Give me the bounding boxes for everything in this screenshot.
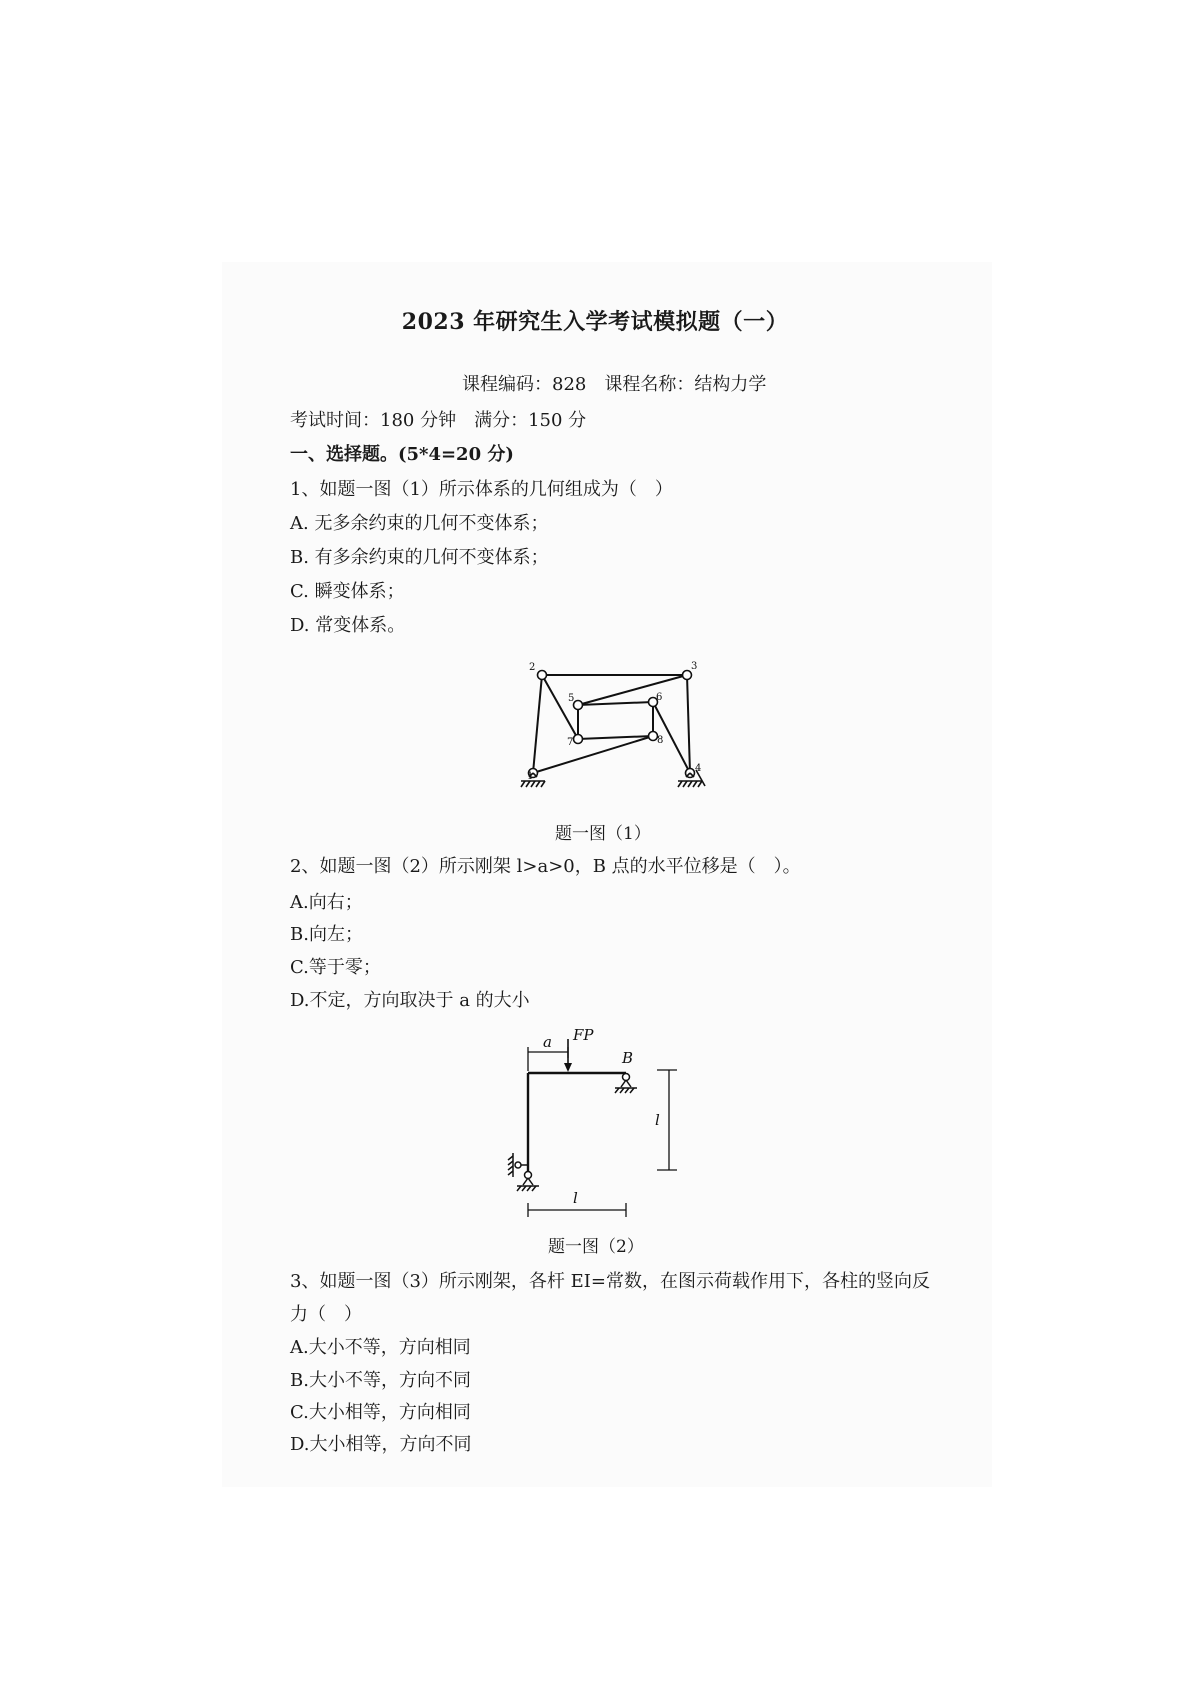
figure-1-supports [521, 770, 705, 787]
question-1-option-b: B. 有多余约束的几何不变体系； [290, 547, 549, 568]
label-a: a [543, 1033, 552, 1051]
node-label-5: 5 [568, 693, 575, 704]
figure-2-labels [543, 1026, 660, 1207]
question-2-option-b: B.向左； [290, 924, 363, 945]
figure-1-caption: 题一图（1） [555, 824, 651, 844]
exam-title: 2023 年研究生入学考试模拟题（一） [401, 309, 789, 335]
figure-1-hinges [529, 671, 695, 778]
node-label-7: 7 [567, 737, 574, 748]
load-arrow-icon [564, 1063, 572, 1072]
node-label-6: 6 [656, 692, 663, 703]
figure-1-truss-diagram [515, 660, 715, 795]
question-2-option-c: C.等于零； [290, 957, 381, 978]
node-label-8: 8 [657, 735, 664, 746]
question-3-stem-line2: 力（ ） [290, 1304, 362, 1325]
node-label-4: 4 [695, 763, 702, 774]
question-3-option-b: B.大小不等，方向不同 [290, 1370, 471, 1391]
question-3-option-c: C.大小相等，方向相同 [290, 1402, 471, 1423]
node-label-1: 1 [527, 771, 534, 782]
question-3-stem-line1: 3、如题一图（3）所示刚架，各杆 EI=常数，在图示荷载作用下，各柱的竖向反 [290, 1271, 930, 1292]
question-2-option-d: D.不定，方向取决于 a 的大小 [290, 990, 530, 1011]
course-info: 课程编码：828 课程名称：结构力学 [462, 374, 767, 395]
section-heading: 一、选择题。(5*4=20 分) [290, 444, 514, 465]
label-l-vertical: l [655, 1111, 660, 1129]
figure-2-frame-diagram [505, 1025, 690, 1220]
question-2-option-a: A.向右； [290, 892, 363, 913]
question-3-option-d: D.大小相等，方向不同 [290, 1434, 472, 1455]
label-fp: FP [573, 1026, 594, 1044]
question-1-option-d: D. 常变体系。 [290, 615, 406, 636]
question-1-option-a: A. 无多余约束的几何不变体系； [290, 513, 549, 534]
figure-2-caption: 题一图（2） [548, 1237, 644, 1257]
node-label-2: 2 [529, 662, 536, 673]
figure-1-bars [533, 675, 690, 773]
figure-2-frame [528, 1073, 626, 1171]
exam-time-info: 考试时间：180 分钟 满分：150 分 [290, 410, 587, 431]
question-3-option-a: A.大小不等，方向相同 [290, 1337, 471, 1358]
question-2-stem: 2、如题一图（2）所示刚架 l>a>0，B 点的水平位移是（ ）。 [290, 856, 801, 877]
node-label-3: 3 [691, 661, 698, 672]
label-b: B [622, 1049, 634, 1067]
question-1-stem: 1、如题一图（1）所示体系的几何组成为（ ） [290, 479, 673, 500]
question-1-option-c: C. 瞬变体系； [290, 581, 405, 602]
label-l-horizontal: l [573, 1189, 578, 1207]
